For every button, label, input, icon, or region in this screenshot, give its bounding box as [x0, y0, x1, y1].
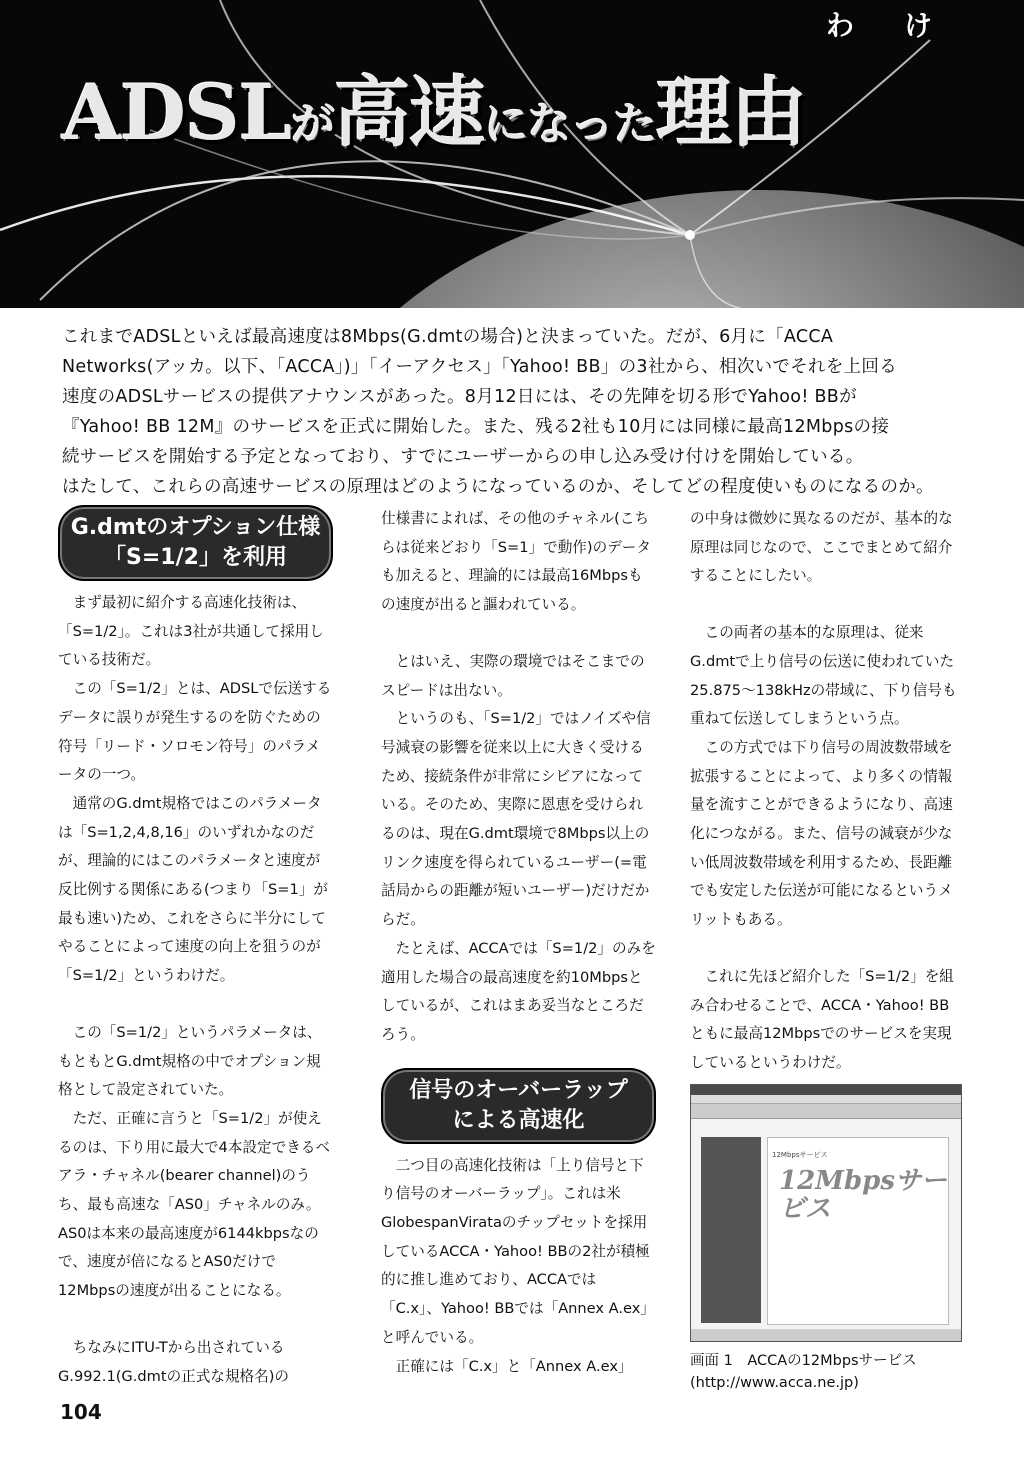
title-ruby-ke: け: [904, 9, 933, 42]
body-paragraph: 二つ目の高速化技術は「上り信号と下り信号のオーバーラップ」。これは米GlobespanVirataのチップセットを採用しているACCA・Yahoo! BBの2社が積極的に推し進めており、ACCAでは「C.x」、Yahoo! BBでは「Annex A.ex」と呼んでいる。: [381, 1156, 655, 1346]
body-paragraph: 仕様書によれば、その他のチャネル(こちらは従来どおり「S=1」で動作)のデータも加えると、理論的には最高16Mbpsもの速度が出ると謳われている。: [381, 510, 651, 614]
figure-caption: 画面 1 ACCAの12Mbpsサービス (http://www.acca.ne.jp): [690, 1352, 917, 1391]
section-heading-sequence-1: G.dmtのオプション仕様 「S=1/2」を利用: [58, 505, 333, 581]
screenshot-sidebar: [701, 1137, 761, 1323]
browser-screenshot-figure: [690, 1084, 962, 1342]
lead-line: 『Yahoo! BB 12M』のサービスを正式に開始した。また、残る2社も10月には同様に最高12Mbpsの接: [62, 417, 890, 437]
lead-paragraph: [62, 322, 967, 502]
screenshot-content: 12Mbpsサービス: [767, 1137, 949, 1325]
body-paragraph: ちなみにITU-Tから出されているG.992.1(G.dmtの正式な規格名)の: [58, 1338, 290, 1385]
body-paragraph: 正確には「C.x」と「Annex A.ex」: [395, 1357, 633, 1375]
page-number: 104: [60, 1400, 102, 1424]
column-1: [58, 505, 333, 1391]
body-paragraph: の中身は微妙に異なるのだが、基本的な原理は同じなので、ここでまとめて紹介することにしたい。: [690, 510, 953, 585]
hero-banner: [0, 0, 1024, 308]
lead-line: はたして、これらの高速サービスの原理はどのようになっているのか、そしてどの程度使いものになるのか。: [62, 477, 934, 497]
lead-line: 速度のADSLサービスの提供アナウンスがあった。8月12日には、その先陣を切る形でYahoo! BBが: [62, 387, 857, 407]
screenshot-headline: 12Mbpsサービス: [779, 1165, 947, 1225]
body-paragraph: というのも、「S=1/2」ではノイズや信号減衰の影響を従来以上に大きく受けるため、接続条件が非常にシビアになっている。そのため、実際に恩恵を受けられるのは、現在G.dmt環境で8Mbps以上のリンク速度を得られているユーザー(=電話局からの距離が短いユーザー)だけだからだ。: [381, 710, 651, 929]
body-paragraph: まず最初に紹介する高速化技術は、「S=1/2」。これは3社が共通して採用している技術だ。: [58, 594, 324, 669]
body-paragraph: 通常のG.dmt規格ではこのパラメータは「S=1,2,4,8,16」のいずれかなのだが、理論的にはこのパラメータと速度が反比例する関係にある(つまり「S=1」が最も速い)ため、これをさらに半分にしてやることによって速度の向上を狙うのが「S=1/2」というわけだ。: [58, 794, 328, 985]
body-paragraph: この方式では下り信号の周波数帯域を拡張することによって、より多くの情報量を流すことができるようになり、高速化につながる。また、信号の減衰が少ない低周波数帯域を利用するため、長距離でも安定した伝送が可能になるというメリットもある。: [690, 738, 953, 929]
body-paragraph: ただ、正確に言うと「S=1/2」が使えるのは、下り用に最大で4本設定できるベアラ・チャネル(bearer channel)のうち、最も高速な「AS0」チャネルのみ。AS0は本来の最高速度が6144kbpsなので、速度が倍になるとAS0だけで12Mbpsの速度が出ることになる。: [58, 1109, 330, 1300]
body-paragraph: この「S=1/2」というパラメータは、もともとG.dmt規格の中でオプション規格として設定されていた。: [58, 1023, 322, 1099]
body-paragraph: たとえば、ACCAでは「S=1/2」のみを適用した場合の最高速度を約10Mbpsとしているが、これはまあ妥当なところだろう。: [381, 939, 656, 1043]
body-paragraph: これに先ほど紹介した「S=1/2」を組み合わせることで、ACCA・Yahoo! BBともに最高12Mbpsでのサービスを実現しているというわけだ。: [690, 967, 954, 1071]
lead-line: これまでADSLといえば最高速度は8Mbps(G.dmtの場合)と決まっていた。だが、6月に「ACCA: [62, 327, 834, 347]
body-paragraph: この「S=1/2」とは、ADSLで伝送するデータに誤りが発生するのを防ぐための符号「リード・ソロモン符号」のパラメータの一つ。: [58, 680, 332, 784]
section-heading-sequence-2: 信号のオーバーラップ による高速化: [381, 1068, 656, 1144]
body-paragraph: とはいえ、実際の環境ではそこまでのスピードは出ない。: [381, 652, 645, 699]
column-2: [381, 505, 656, 1381]
article-title: ADSLが高速になった理由: [62, 68, 807, 157]
body-paragraph: この両者の基本的な原理は、従来G.dmtで上り信号の伝送に使われていた25.875〜138kHzの帯域に、下り信号も重ねて伝送してしまうという点。: [690, 624, 957, 728]
lead-line: Networks(アッカ。以下、「ACCA」)」「イーアクセス」「Yahoo! BB」の3社から、相次いでそれを上回る: [62, 357, 898, 377]
lead-line: 続サービスを開始する予定となっており、すでにユーザーからの申し込み受け付けを開始している。: [62, 447, 864, 467]
column-3: [690, 505, 962, 1394]
title-ruby-wa: わ: [826, 9, 855, 42]
